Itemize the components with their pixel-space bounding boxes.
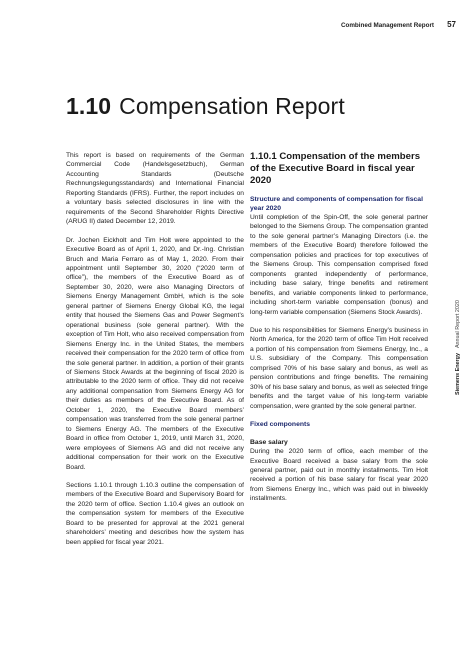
paragraph: Sections 1.10.1 through 1.10.3 outline the compensation of members of the Executive Board and Supervisory Board for the 2020 term of office. Section 1.10.4 gives an outlook on the compensation system for members of the Executive Board to be presented for approval at the 2021 general shareholders’ meeting and describes how the system has been applied for fiscal year 2021. <box>66 481 244 546</box>
spacer <box>250 429 428 438</box>
section-number: 1.10 <box>66 93 112 119</box>
fixed-components-heading: Fixed components <box>250 421 311 429</box>
paragraph: During the 2020 term of office, each member of the Executive Board received a base salary from the sole general partner, paid out in monthly installments. Tim Holt received a portion of his base salary for fiscal year 2020 from Siemens Energy Inc., which was paid out in biweekly installments. <box>250 448 428 503</box>
side-brand: Siemens Energy <box>455 353 461 395</box>
paragraph: Dr. Jochen Eickholt and Tim Holt were appointed to the Executive Board as of April 1, 2020, and Dr.-Ing. Christian Bruch and Maria Ferraro as of May 1, 2020. From their appointment until September 30, 2020 (“2020 term of office”), the members of the Executive Board as of September 30, 2020, were also Managing Directors of Siemens Energy Management GmbH, which is the sole general partner of Siemens Energy Global KG, the legal entity that housed the Siemens Gas and Power Segment’s operational business (sole general partner). With the exception of Tim Holt, who also received compensation from Siemens Energy Inc. in the United States, the members received their compensation for the 2020 term of office from the sole general partner. In addition, a portion of their grants of Siemens Stock Awards at the beginning of fiscal 2020 is attributable to the 2020 term of office. They did not receive any additional compensation from Siemens Energy AG for their duties as members of the Executive Board. As of October 1, 2020, the Executive Board members’ compensation was transferred from the sole general partner to Siemens Energy AG. The members of the Executive Board in office from October 1, 2019, until March 31, 2020, were employees of Siemens AG and did not receive any additional compensation for their work on the Executive Board. <box>66 236 244 471</box>
base-salary-heading: Base salary <box>250 439 288 447</box>
page-number: 57 <box>447 20 456 29</box>
side-label <box>455 255 467 395</box>
right-column <box>250 151 428 513</box>
side-report: Annual Report 2020 <box>455 300 461 349</box>
paragraph: Due to his responsibilities for Siemens Energy’s business in North America, for the 2020 term of office Tim Holt received a portion of his compensation from Siemens Energy, Inc., a U.S. subsidiary of the Company. This compensation comprised 70% of his base salary and bonus, as well as pension contributions and fringe benefits. The remaining 30% of his base salary and bonus, as well as selected fringe benefits and the target value of his long-term variable compensation, were granted by the sole general partner. <box>250 326 428 410</box>
paragraph: Until completion of the Spin-Off, the sole general partner belonged to the Siemens Group. The compensation granted to the sole general partner’s Managing Directors (i.e. the members of the Executive Board) therefore followed the compensation policies and practices for top executives of the Siemens Group. This compensation comprised fixed components granted independently of performance, including base salary, fringe benefits and retirement benefits, and variable components linked to performance, including short-term variable compensation (bonus) and long-term variable compensation (Siemens Stock Awards). <box>250 214 428 316</box>
page-header <box>0 20 474 40</box>
subsection-title: 1.10.1 Compensation of the members of the Executive Board in fiscal year 2020 <box>250 151 421 186</box>
header-section-title: Combined Management Report <box>340 22 434 29</box>
paragraph: This report is based on requirements of the German Commercial Code (Handelsgesetzbuch), German Accounting Standards (Deutsche Rechnungslegungsstandards) and International Financial Reporting Standards (IFRS). Further, the report includes on a voluntary basis selected disclosures in line with the requirements of the Second Shareholder Rights Directive (ARUG II) dated December 12, 2019. <box>66 152 244 226</box>
left-column <box>66 151 244 556</box>
page-title <box>66 93 345 120</box>
structure-heading: Structure and components of compensation for fiscal year 2020 <box>250 196 423 212</box>
side-label-text <box>455 300 461 395</box>
section-title: Compensation Report <box>119 93 345 119</box>
